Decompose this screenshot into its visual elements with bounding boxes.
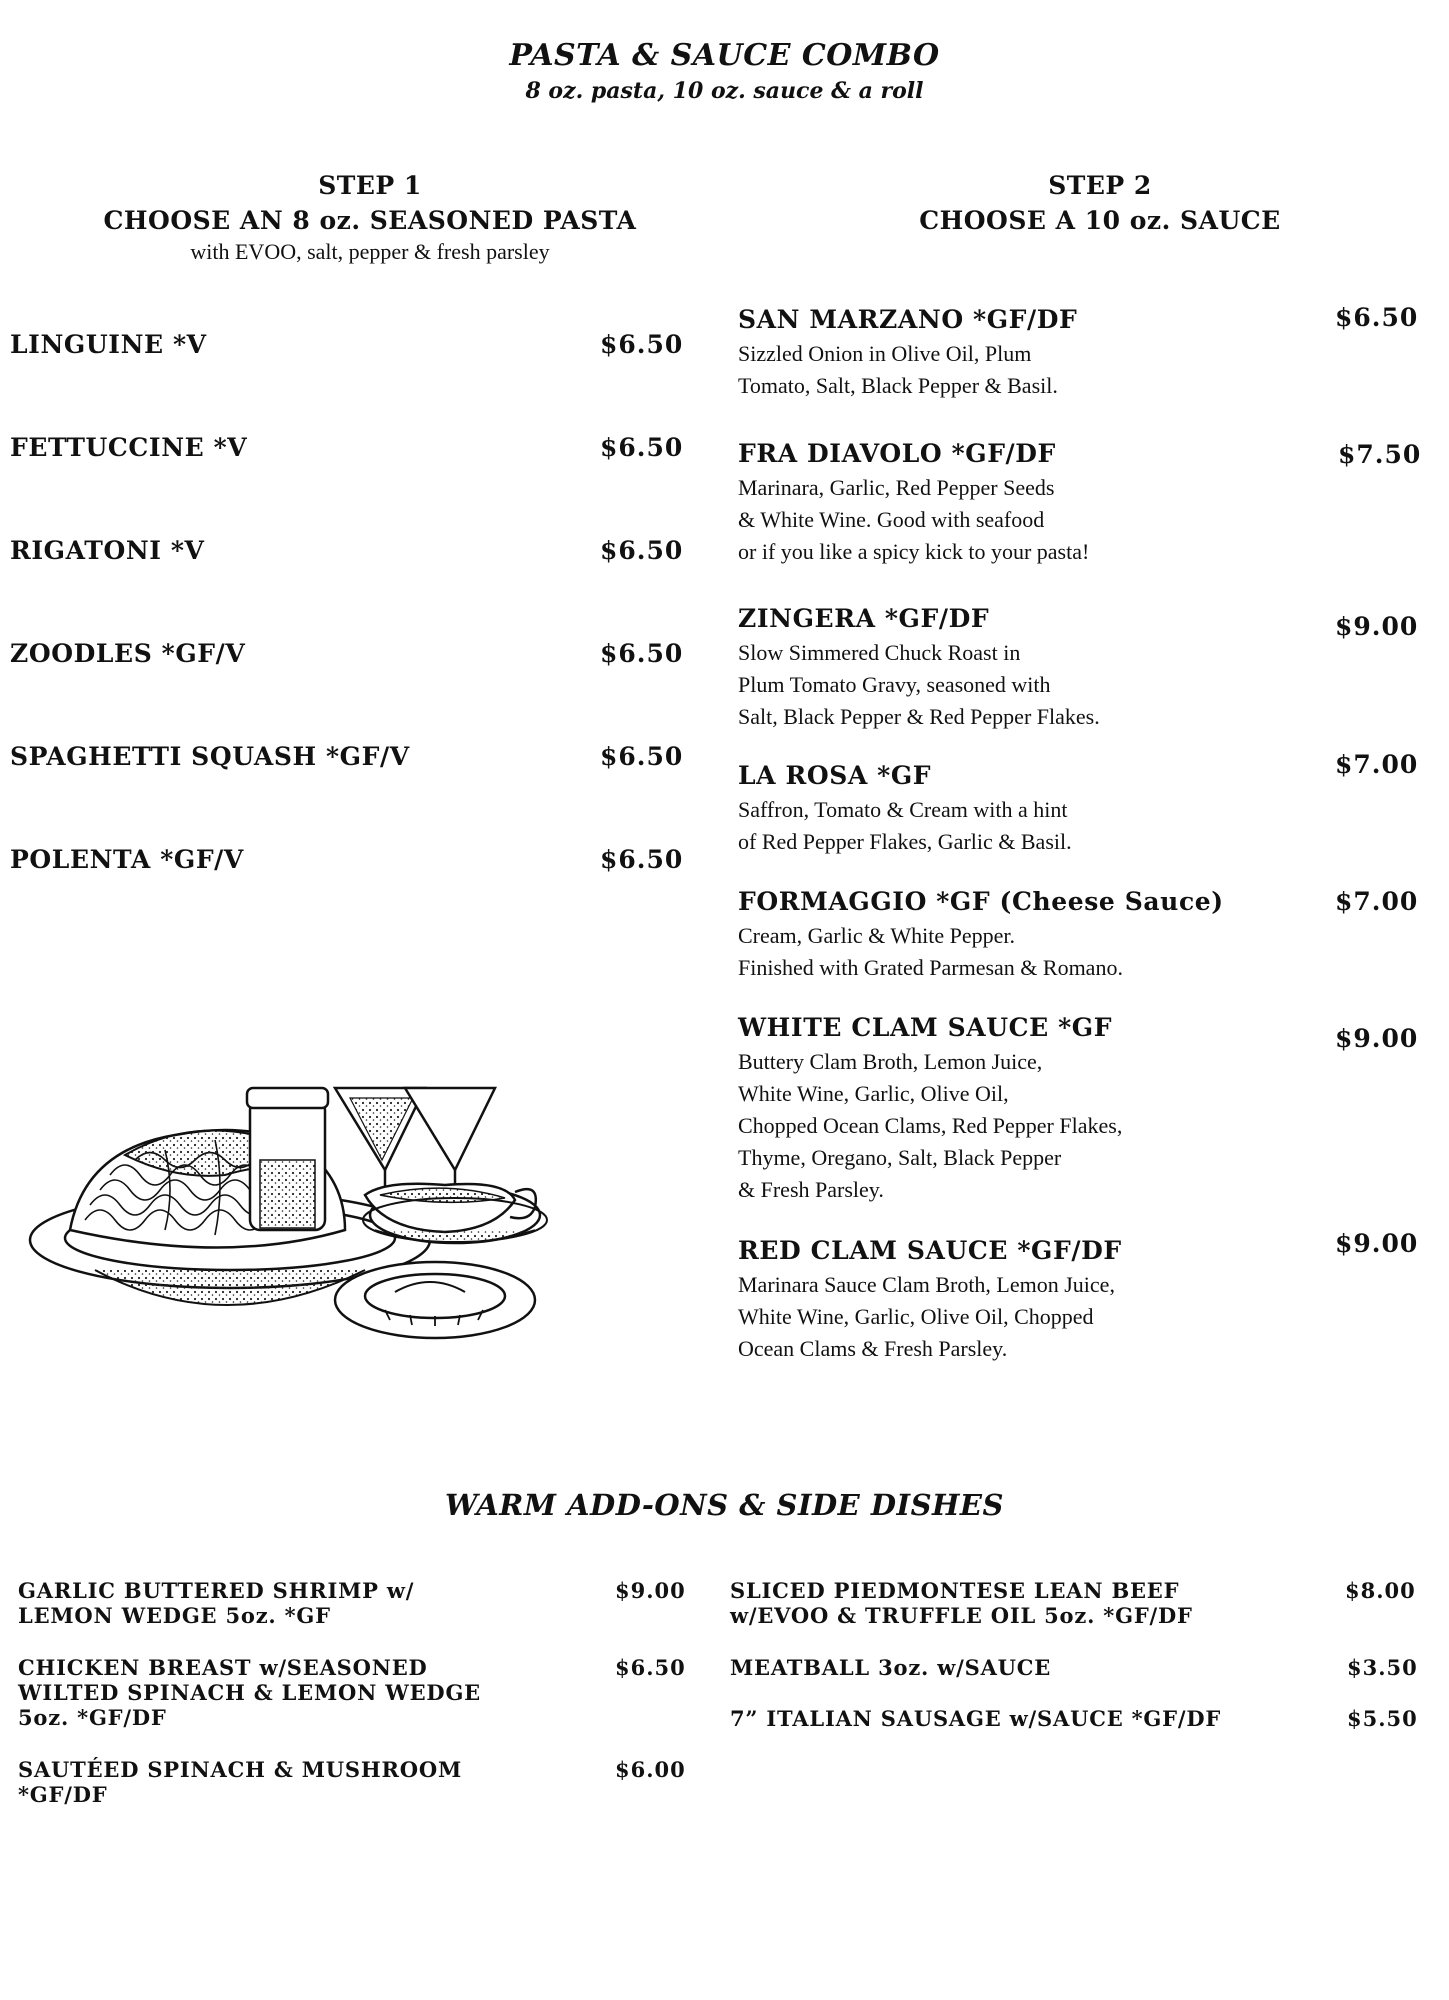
addon-line: *GF/DF bbox=[18, 1782, 108, 1807]
sauce-price: $6.50 bbox=[1335, 303, 1419, 332]
sauce-price: $9.00 bbox=[1335, 1229, 1419, 1258]
pasta-name: LINGUINE *V bbox=[10, 330, 207, 359]
sauce-description bbox=[738, 920, 1123, 984]
pasta-price: $6.50 bbox=[600, 742, 684, 771]
addon-price: $6.00 bbox=[615, 1757, 686, 1782]
sauce-price: $7.00 bbox=[1335, 887, 1419, 916]
pasta-price: $6.50 bbox=[600, 639, 684, 668]
description-line: of Red Pepper Flakes, Garlic & Basil. bbox=[738, 829, 1072, 854]
addon-line: CHICKEN BREAST w/SEASONED bbox=[18, 1655, 428, 1680]
addon-line: w/EVOO & TRUFFLE OIL 5oz. *GF/DF bbox=[730, 1603, 1193, 1628]
sauce-price: $7.50 bbox=[1338, 440, 1422, 469]
addon-price: $5.50 bbox=[1347, 1706, 1418, 1731]
description-line: Thyme, Oregano, Salt, Black Pepper bbox=[738, 1145, 1062, 1170]
addon-price: $8.00 bbox=[1345, 1578, 1416, 1603]
sauce-description bbox=[738, 338, 1058, 402]
sauce-name: SAN MARZANO *GF/DF bbox=[738, 305, 1078, 334]
description-line: & Fresh Parsley. bbox=[738, 1177, 884, 1202]
description-line: Chopped Ocean Clams, Red Pepper Flakes, bbox=[738, 1113, 1123, 1138]
page-title: PASTA & SAUCE COMBO bbox=[509, 38, 940, 73]
description-line: Finished with Grated Parmesan & Romano. bbox=[738, 955, 1123, 980]
pasta-price: $6.50 bbox=[600, 433, 684, 462]
sauce-name: ZINGERA *GF/DF bbox=[738, 604, 990, 633]
sauce-name: LA ROSA *GF bbox=[738, 761, 932, 790]
description-line: Marinara, Garlic, Red Pepper Seeds bbox=[738, 475, 1055, 500]
addon-item-name bbox=[730, 1655, 1051, 1680]
sauce-name: FORMAGGIO *GF (Cheese Sauce) bbox=[738, 887, 1224, 916]
sauce-name: FRA DIAVOLO *GF/DF bbox=[738, 439, 1056, 468]
addon-line: SAUTÉED SPINACH & MUSHROOM bbox=[18, 1757, 462, 1782]
description-line: Sizzled Onion in Olive Oil, Plum bbox=[738, 341, 1032, 366]
description-line: Marinara Sauce Clam Broth, Lemon Juice, bbox=[738, 1272, 1115, 1297]
description-line: White Wine, Garlic, Olive Oil, Chopped bbox=[738, 1304, 1094, 1329]
pasta-name: FETTUCCINE *V bbox=[10, 433, 248, 462]
step2-header bbox=[850, 168, 1350, 238]
sauce-description bbox=[738, 637, 1100, 733]
description-line: White Wine, Garlic, Olive Oil, bbox=[738, 1081, 1009, 1106]
description-line: Plum Tomato Gravy, seasoned with bbox=[738, 672, 1051, 697]
addon-line: GARLIC BUTTERED SHRIMP w/ bbox=[18, 1578, 415, 1603]
description-line: or if you like a spicy kick to your pasta! bbox=[738, 539, 1090, 564]
sauce-name: WHITE CLAM SAUCE *GF bbox=[738, 1013, 1113, 1042]
step2-heading: STEP 2 bbox=[1048, 171, 1152, 200]
pasta-price: $6.50 bbox=[600, 330, 684, 359]
step1-heading: STEP 1 bbox=[318, 171, 422, 200]
description-line: Slow Simmered Chuck Roast in bbox=[738, 640, 1021, 665]
pasta-price: $6.50 bbox=[600, 536, 684, 565]
addon-price: $6.50 bbox=[615, 1655, 686, 1680]
addon-item-name bbox=[18, 1757, 462, 1807]
description-line: Ocean Clams & Fresh Parsley. bbox=[738, 1336, 1008, 1361]
addon-line: 5oz. *GF/DF bbox=[18, 1705, 167, 1730]
addon-line: 7” ITALIAN SAUSAGE w/SAUCE *GF/DF bbox=[730, 1706, 1222, 1731]
sauce-description bbox=[738, 794, 1072, 858]
step1-note: with EVOO, salt, pepper & fresh parsley bbox=[190, 239, 550, 264]
sauce-name: RED CLAM SAUCE *GF/DF bbox=[738, 1236, 1122, 1265]
sauce-description bbox=[738, 1269, 1115, 1365]
addon-item-name bbox=[730, 1706, 1221, 1731]
sauce-price: $7.00 bbox=[1335, 750, 1419, 779]
pasta-price: $6.50 bbox=[600, 845, 684, 874]
step1-header bbox=[50, 168, 690, 266]
addon-line: MEATBALL 3oz. w/SAUCE bbox=[730, 1655, 1052, 1680]
pasta-name: RIGATONI *V bbox=[10, 536, 205, 565]
addon-price: $3.50 bbox=[1347, 1655, 1418, 1680]
addon-line: SLICED PIEDMONTESE LEAN BEEF bbox=[730, 1578, 1180, 1603]
step2-instruction: CHOOSE A 10 oz. SAUCE bbox=[919, 206, 1281, 235]
description-line: Buttery Clam Broth, Lemon Juice, bbox=[738, 1049, 1043, 1074]
sauce-description bbox=[738, 1046, 1122, 1206]
pasta-dinner-illustration-icon bbox=[25, 1080, 665, 1360]
description-line: & White Wine. Good with seafood bbox=[738, 507, 1045, 532]
description-line: Tomato, Salt, Black Pepper & Basil. bbox=[738, 373, 1058, 398]
page-subtitle: 8 oz. pasta, 10 oz. sauce & a roll bbox=[525, 78, 924, 104]
addon-item-name bbox=[18, 1655, 481, 1730]
sauce-price: $9.00 bbox=[1335, 612, 1419, 641]
description-line: Saffron, Tomato & Cream with a hint bbox=[738, 797, 1068, 822]
sauce-price: $9.00 bbox=[1335, 1024, 1419, 1053]
pasta-name: SPAGHETTI SQUASH *GF/V bbox=[10, 742, 410, 771]
step1-instruction: CHOOSE AN 8 oz. SEASONED PASTA bbox=[103, 206, 637, 235]
addon-item-name bbox=[730, 1578, 1193, 1628]
pasta-name: POLENTA *GF/V bbox=[10, 845, 244, 874]
description-line: Salt, Black Pepper & Red Pepper Flakes. bbox=[738, 704, 1100, 729]
description-line: Cream, Garlic & White Pepper. bbox=[738, 923, 1015, 948]
addon-price: $9.00 bbox=[615, 1578, 686, 1603]
addons-heading: WARM ADD-ONS & SIDE DISHES bbox=[445, 1488, 1004, 1522]
addon-line: WILTED SPINACH & LEMON WEDGE bbox=[18, 1680, 481, 1705]
addon-line: LEMON WEDGE 5oz. *GF bbox=[18, 1603, 331, 1628]
sauce-description bbox=[738, 472, 1089, 568]
pasta-name: ZOODLES *GF/V bbox=[10, 639, 246, 668]
addon-item-name bbox=[18, 1578, 414, 1628]
